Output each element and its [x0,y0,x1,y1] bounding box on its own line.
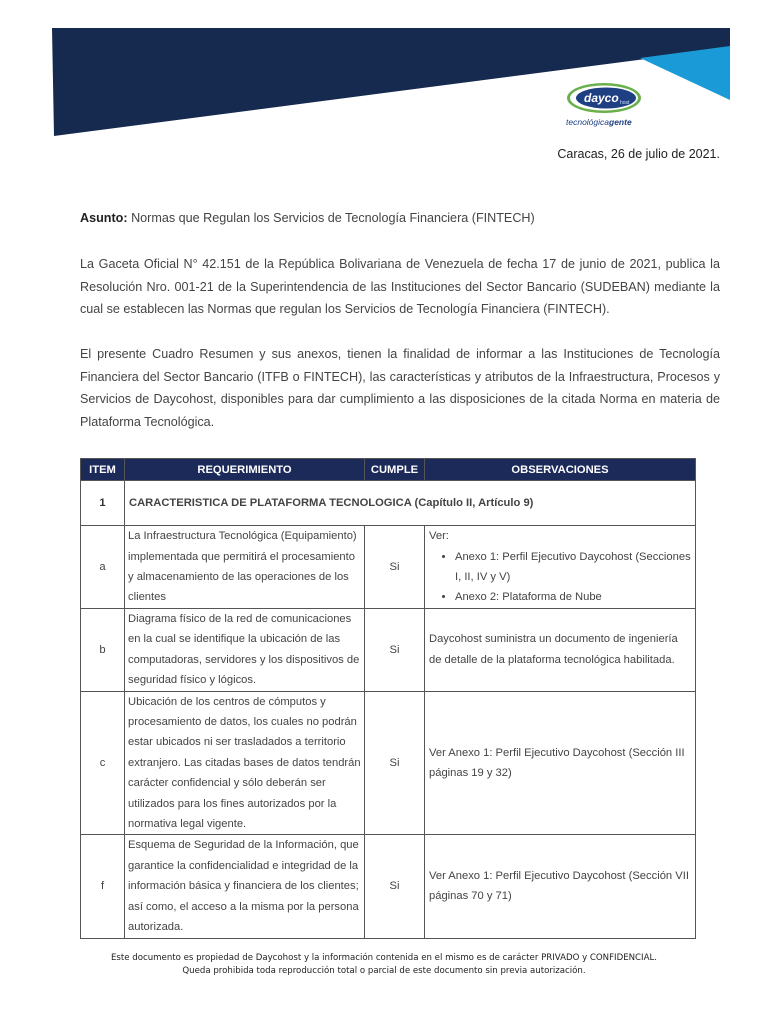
row-complies: Si [365,609,425,692]
section-item: 1 [81,481,125,526]
subject-text: Normas que Regulan los Servicios de Tecnología Financiera (FINTECH) [131,211,535,225]
row-requirement: Esquema de Seguridad de la Información, que garantice la confidencialidad e integridad de la información básica y financiera de los clientes; así como, el acceso a la misma por la persona autorizada. [125,835,365,938]
intro-paragraph: La Gaceta Oficial N° 42.151 de la República Bolivariana de Venezuela de fecha 17 de junio de 2021, publica la Resolución Nro. 001-21 de la Superintendencia de las Instituciones del Sector Bancario (SUDEBAN) mediante la cual se establecen las Normas que regulan los Servicios de Tecnología Financiera (FINTECH). [80,257,720,316]
row-requirement: Ubicación de los centros de cómputos y procesamiento de datos, los cuales no podrán estar ubicados ni ser trasladados a territorio extranjero. Las citadas bases de datos tendrán carácter confidencial y sólo deberán ser utilizados para los fines autorizados por la normativa legal vigente. [125,691,365,835]
table-row [81,691,696,835]
row-item: a [81,526,125,609]
header-complies: CUMPLE [365,459,425,481]
subject-line [80,207,720,230]
company-logo [566,78,646,130]
requirements-table [80,458,696,939]
row-observations: Ver Anexo 1: Perfil Ejecutivo Daycohost (Sección III páginas 19 y 32) [425,691,696,835]
row-complies: Si [365,691,425,835]
row-requirement: La Infraestructura Tecnológica (Equipamiento) implementada que permitirá el procesamiento y almacenamiento de las operaciones de los clientes [125,526,365,609]
row-requirement: Diagrama físico de la red de comunicaciones en la cual se identifique la ubicación de las computadoras, servidores y los dispositivos de seguridad físico y lógicos. [125,609,365,692]
obs-list [429,547,691,608]
table-row [81,835,696,938]
purpose-paragraph: El presente Cuadro Resumen y sus anexos, tienen la finalidad de informar a las Instituciones de Tecnología Financiera del Sector Bancario (ITFB o FINTECH), las características y atributos de la Infraestructura, Procesos y Servicios de Daycohost, disponibles para dar cumplimiento a las disposiciones de la citada Norma en materia de Plataforma Tecnológica. [80,347,720,429]
section-row [81,481,696,526]
footer-line-2: Queda prohibida toda reproducción total o parcial de este documento sin previa autorización. [182,966,586,976]
header-requirement: REQUERIMIENTO [125,459,365,481]
row-observations [425,526,696,609]
header-observations: OBSERVACIONES [425,459,696,481]
footer-line-1: Este documento es propiedad de Daycohost y la información contenida en el mismo es de carácter PRIVADO y CONFIDENCIAL. [111,953,657,963]
svg-text:tecnológicagente: tecnológicagente [566,117,632,127]
row-item: c [81,691,125,835]
table-header-row [81,459,696,481]
table-row [81,526,696,609]
row-complies: Si [365,526,425,609]
section-title: CARACTERISTICA DE PLATAFORMA TECNOLOGICA (Capítulo II, Artículo 9) [125,481,696,526]
row-observations: Ver Anexo 1: Perfil Ejecutivo Daycohost (Sección VII páginas 70 y 71) [425,835,696,938]
row-item: b [81,609,125,692]
obs-list-item: • Anexo 2: Plataforma de Nube [455,587,691,607]
document-date: Caracas, 26 de julio de 2021. [557,147,720,161]
row-observations: Daycohost suministra un documento de ingeniería de detalle de la plataforma tecnológica habilitada. [425,609,696,692]
svg-text:host: host [620,100,630,106]
svg-text:dayco: dayco [584,91,619,105]
obs-intro: Ver: [429,530,449,543]
row-item: f [81,835,125,938]
header-item: ITEM [81,459,125,481]
confidentiality-footer [0,952,768,978]
row-complies: Si [365,835,425,938]
obs-list-item: • Anexo 1: Perfil Ejecutivo Daycohost (Secciones I, II, IV y V) [455,547,691,588]
header-banner [0,0,768,140]
subject-label: Asunto: [80,211,128,225]
table-row [81,609,696,692]
